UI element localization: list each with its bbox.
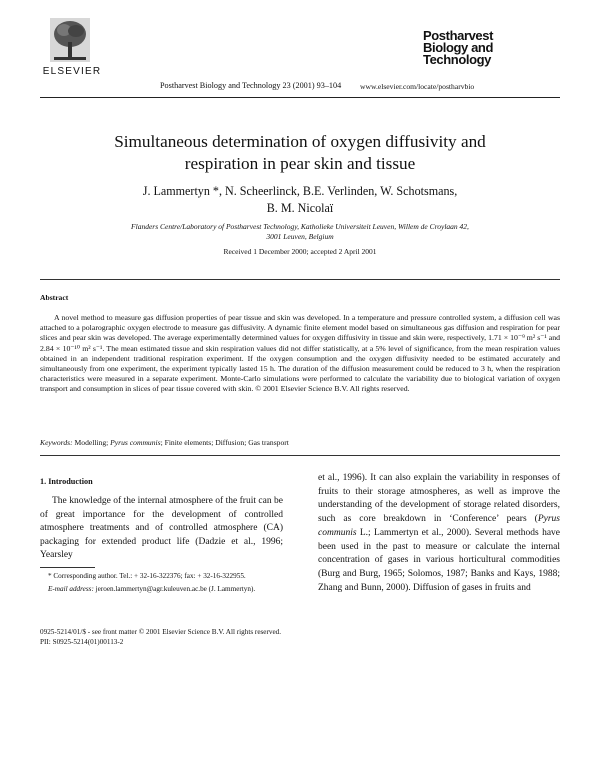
received-dates: Received 1 December 2000; accepted 2 April 2001 [223,247,377,256]
authors-line-2: B. M. Nicolaï [266,201,334,215]
abstract-text: A novel method to measure gas diffusion properties of pear tissue and skin was developed. In a temperature and pressure controlled system, a diffusion cell was attached to a polarographic oxygen electrode to measure gas diffusivity. A dynamic finite element model based on simultaneous gas diffusion and respiration for pear slices and pear skin was developed. The average experimentally determined values for oxygen diffusivity in tissue and skin were, respectively, 1.71 × 10⁻⁹ m² s⁻¹ and 2.84 × 10⁻¹⁰ m² s⁻¹. The mean estimated tissue and skin respiration values did not differ statistically, at a 5% level of significance, from the mean respiration values obtained in an independent traditional respiration experiment. If the oxygen consumption and the oxygen diffusivity needed to be estimated accurately and simultaneously from one experiment, the experiment typically lasted 15 h. The duration of the diffusion measurement could be reduced to 3 h, when the respiration characteristics were measured in a separate experiment. Monte-Carlo simulations were performed to calculate the variability due to biological variation of oxygen transport and consumption in slices of pear tissue covered with skin. © 2001 Elsevier Science B.V. All rights reserved. [40,313,560,394]
author-list [40,183,560,217]
abstract-top-rule [40,279,560,280]
email-label: E-mail address: [48,584,94,593]
elsevier-tree-icon [50,18,90,62]
footnote-divider [40,567,95,568]
section-heading-introduction: 1. Introduction [40,477,93,486]
affiliation-line-2: 3001 Leuven, Belgium [266,232,334,241]
footnotes [40,572,283,597]
title-line-2: respiration in pear skin and tissue [184,153,416,173]
email-address[interactable]: jeroen.lammertyn@agr.kuleuven.ac.be (J. Lammertyn). [93,584,256,593]
col2-part-2: L.; Lammertyn et al., 2000). Several methods have been used in the past to measure or calculate the internal concentration of gases in various horticultural commodities (Burg and Burg, 1965; Solomos, 1987; Banks and Kays, 1988; Zhang and Bunn, 2000). Diffusion of gases in fruits and [318,527,560,593]
keywords-label: Keywords: [40,438,73,447]
keywords-part-1: Modelling; [72,438,111,447]
journal-citation: Postharvest Biology and Technology 23 (2001) 93–104 [160,81,342,90]
brand-line-1: Postharvest [423,28,494,43]
brand-line-3: Technology [423,52,491,67]
email-note [40,585,283,595]
copyright-block [40,627,560,648]
article-title [40,131,560,174]
keywords [40,438,560,447]
intro-column-1: The knowledge of the internal atmosphere of the fruit can be of great importance for the development of controlled atmosphere treatments and of controlled atmosphere (CA) packaging for extended product life (Dadzie et al., 1996; Yearsley [40,496,283,560]
corresponding-author-note: * Corresponding author. Tel.: + 32-16-322376; fax: + 32-16-322955. [48,572,246,580]
affiliation-line-1: Flanders Centre/Laboratory of Postharvest Technology, Katholieke Universiteit Leuven, Willem de Croylaan 42, [131,222,469,231]
title-line-1: Simultaneous determination of oxygen diffusivity and [114,132,486,151]
journal-url-link[interactable]: www.elsevier.com/locate/postharvbio [360,82,475,91]
header-divider [40,97,560,98]
abstract-bottom-rule [40,455,560,456]
keywords-part-2: ; Finite elements; Diffusion; Gas transport [160,438,289,447]
publisher-name: ELSEVIER [42,66,102,77]
col2-part-1: et al., 1996). It can also explain the variability in responses of fruits to their storage atmospheres, as well as improve the understanding of the development of storage related disorders, such as core breakdown in ‘Conference’ pears ( [318,473,560,525]
col2-italic: Pyrus communis [318,514,560,538]
keywords-italic: Pyrus communis [110,438,161,447]
pii-line: PII: S0925-5214(01)00113-2 [40,638,124,647]
abstract-heading: Abstract [40,293,69,302]
issn-line: 0925-5214/01/$ - see front matter © 2001 Elsevier Science B.V. All rights reserved. [40,628,282,636]
authors-line-1: J. Lammertyn *, N. Scheerlinck, B.E. Verlinden, W. Schotsmans, [142,184,458,198]
brand-line-2: Biology and [423,40,493,55]
journal-brand [423,30,563,66]
intro-column-2 [318,472,560,595]
affiliation [40,222,560,242]
